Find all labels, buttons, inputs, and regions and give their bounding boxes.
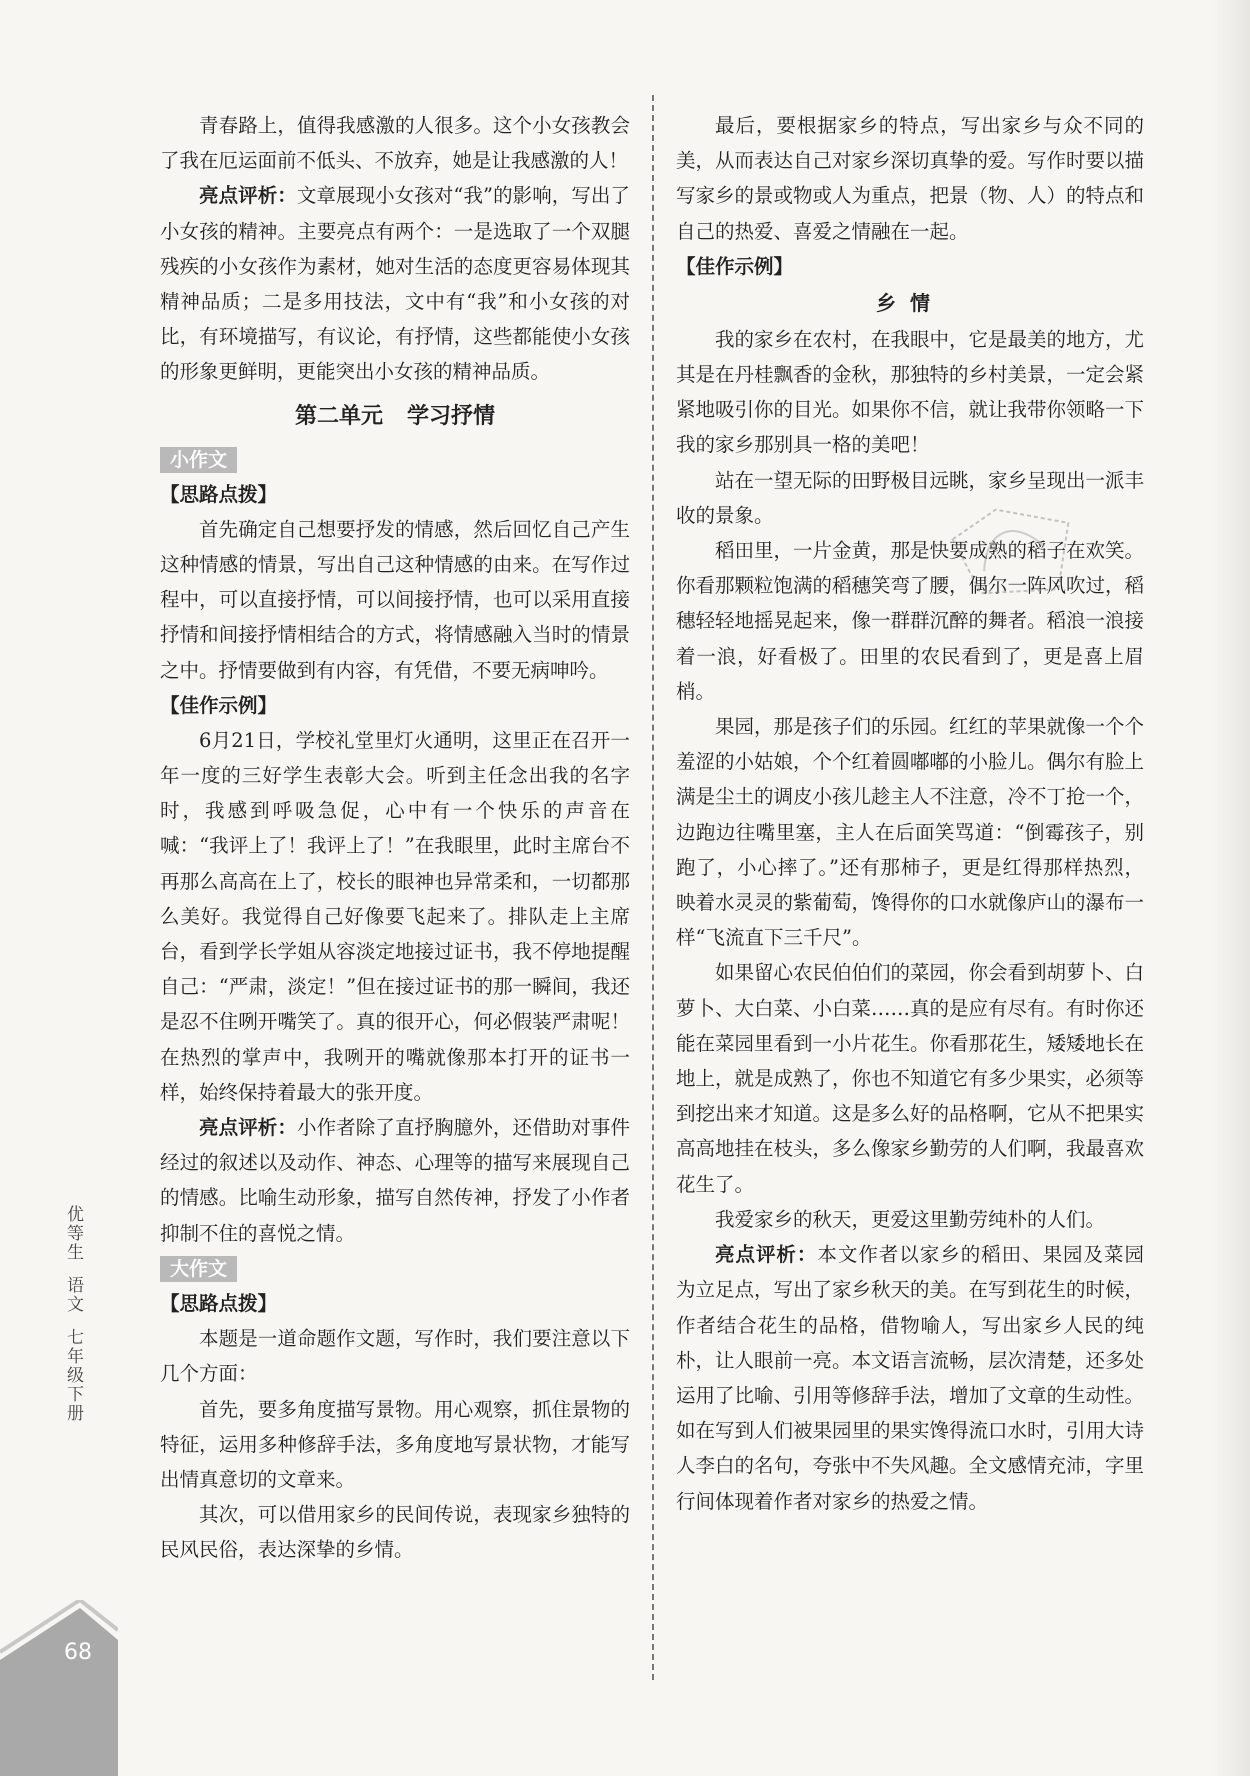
subject-name: 语文 <box>63 1276 83 1314</box>
unit-subtitle: 学习抒情 <box>407 403 496 429</box>
right-column <box>676 108 1144 1519</box>
comment-label: 亮点评析： <box>199 1116 297 1140</box>
comment-text: 文章展现小女孩对“我”的影响，写出了小女孩的精神。主要亮点有两个：一是选取了一个双腿残疾的小女孩作为素材，她对生活的态度更容易体现其精神品质；二是多用技法，文中有“我”和小女孩的对比，有环境描写，有议论，有抒情，这些都能使小女孩的形象更鲜明，更能突出小女孩的精神品质。 <box>160 184 630 384</box>
page-edge <box>1210 0 1250 1776</box>
essay-paragraph: 站在一望无际的田野极目远眺，家乡呈现出一派丰收的景象。 <box>676 468 1145 527</box>
unit-heading <box>160 392 630 442</box>
column-divider <box>652 95 654 1680</box>
guide-paragraph: 首先，要多角度描写景物。用心观察，抓住景物的特征，运用多种修辞手法，多角度地写景状物，才能写出情真意切的文章来。 <box>160 1397 630 1491</box>
example-heading: 【佳作示例】 <box>160 693 278 717</box>
comment-text: 本文作者以家乡的稻田、果园及菜园为立足点，写出了家乡秋天的美。在写到花生的时候，作者结合花生的品格，借物喻人，写出家乡人民的纯朴，让人眼前一亮。本文语言流畅，层次清楚，还多处运用了比喻、引用等修辞手法，增加了文章的生动性。如在写到人们被果园里的果实馋得流口水时，引用大诗人李白的名句，夸张中不失风趣。全文感情充沛，字里行间体现着作者对家乡的热爱之情。 <box>676 1243 1145 1513</box>
guide-paragraph: 本题是一道命题作文题，写作时，我们要注意以下几个方面： <box>160 1327 630 1386</box>
book-sidebar <box>58 1205 88 1437</box>
essay-paragraph: 稻田里，一片金黄，那是快要成熟的稻子在欢笑。你看那颗粒饱满的稻穗笑弯了腰，偶尔一阵风吹过，稻穗轻轻地摇晃起来，像一群群沉醉的舞者。稻浪一浪接着一浪，好看极了。田里的农民看到了，更是喜上眉梢。 <box>676 539 1145 703</box>
guide-paragraph: 其次，可以借用家乡的民间传说，表现家乡独特的民风民俗，表达深挚的乡情。 <box>160 1503 630 1562</box>
essay-paragraph: 果园，那是孩子们的乐园。红红的苹果就像一个个羞涩的小姑娘，个个红着圆嘟嘟的小脸儿。偶尔有脸上满是尘土的调皮小孩儿趁主人不注意，冷不丁抢一个，边跑边往嘴里塞，主人在后面笑骂道：“倒霉孩子，别跑了，小心摔了。”还有那柿子，更是红得那样热烈，映着水灵灵的紫葡萄，馋得你的口水就像庐山的瀑布一样“飞流直下三千尺”。 <box>676 715 1145 950</box>
example-heading: 【佳作示例】 <box>676 254 794 278</box>
big-essay-tag: 大作文 <box>160 1256 237 1282</box>
highlight-comment <box>676 1237 1144 1519</box>
page-number: 68 <box>64 1640 92 1665</box>
comment-label: 亮点评析： <box>199 184 297 208</box>
page-badge-icon <box>0 1600 118 1776</box>
guide-paragraph: 最后，要根据家乡的特点，写出家乡与众不同的美，从而表达自己对家乡深切真挚的爱。写作时要以描写家乡的景或物或人为重点，把景（物、人）的特点和自己的热爱、喜爱之情融在一起。 <box>676 114 1145 243</box>
unit-title: 第二单元 <box>294 403 383 429</box>
essay-paragraph: 我的家乡在农村，在我眼中，它是最美的地方，尤其是在丹桂飘香的金秋，那独特的乡村美景，一定会紧紧地吸引你的目光。如果你不信，就让我带你领略一下我的家乡那别具一格的美吧！ <box>676 327 1145 457</box>
example-paragraph: 6月21日，学校礼堂里灯火通明，这里正在召开一年一度的三好学生表彰大会。听到主任念出我的名字时，我感到呼吸急促，心中有一个快乐的声音在喊：“我评上了！我评上了！”在我眼里，此时主席台不再那么高高在上了，校长的眼神也异常柔和，一切都那么美好。我觉得自己好像要飞起来了。排队走上主席台，看到学长学姐从容淡定地接过证书，我不停地提醒自己：“严肃，淡定！”但在接过证书的那一瞬间，我还是忍不住咧开嘴笑了。真的很开心，何必假装严肃呢！在热烈的掌声中，我咧开的嘴就像那本打开的证书一样，始终保持着最大的张开度。 <box>160 728 630 1104</box>
essay-title: 乡情 <box>876 290 944 315</box>
guide-heading: 【思路点拨】 <box>160 1292 278 1316</box>
grade-name: 七年级下册 <box>63 1328 83 1423</box>
comment-label: 亮点评析： <box>715 1243 818 1267</box>
essay-paragraph: 我爱家乡的秋天，更爱这里勤劳纯朴的人们。 <box>715 1207 1106 1231</box>
small-essay-tag: 小作文 <box>160 447 237 473</box>
book-name: 优等生 <box>63 1205 83 1262</box>
highlight-comment <box>160 1110 630 1251</box>
highlight-comment <box>160 178 630 389</box>
guide-heading: 【思路点拨】 <box>160 482 278 506</box>
closing-paragraph: 青春路上，值得我感激的人很多。这个小女孩教会了我在厄运面前不低头、不放弃，她是让我感激的人！ <box>160 114 630 173</box>
left-column <box>160 108 630 1568</box>
essay-paragraph: 如果留心农民伯伯们的菜园，你会看到胡萝卜、白萝卜、大白菜、小白菜……真的是应有尽有。有时你还能在菜园里看到一小片花生。你看那花生，矮矮地长在地上，就是成熟了，你也不知道它有多少果实，必须等到挖出来才知道。这是多么好的品格啊，它从不把果实高高地挂在枝头，多么像家乡勤劳的人们啊，我最喜欢花生了。 <box>676 961 1145 1196</box>
guide-paragraph: 首先确定自己想要抒发的情感，然后回忆自己产生这种情感的情景，写出自己这种情感的由来。在写作过程中，可以直接抒情，可以间接抒情，也可以采用直接抒情和间接抒情相结合的方式，将情感融入当时的情景之中。抒情要做到有内容，有凭借，不要无病呻吟。 <box>160 517 630 682</box>
comment-text: 小作者除了直抒胸臆外，还借助对事件经过的叙述以及动作、神态、心理等的描写来展现自己的情感。比喻生动形象，描写自然传神，抒发了小作者抑制不住的喜悦之情。 <box>160 1116 630 1245</box>
